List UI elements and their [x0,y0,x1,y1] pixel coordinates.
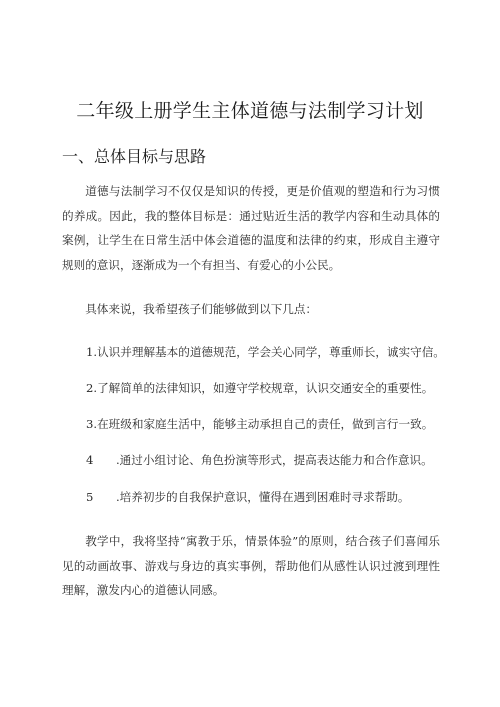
list-item-text: .通过小组讨论、角色扮演等形式，提高表达能力和合作意识。 [116,453,433,467]
list-item [86,487,410,507]
list-item [86,450,433,470]
list-item-text: .培养初步的自我保护意识，懂得在遇到困难时寻求帮助。 [116,490,410,504]
paragraph-teaching-approach: 教学中，我将坚持“寓教于乐，情景体验”的原则，结合孩子们喜闻乐见的动画故事、游戏与身边的真实事例，帮助他们从感性认识过渡到理性理解，激发内心的道德认同感。 [62,534,440,597]
list-item-text: .在班级和家庭生活中，能够主动承担自己的责任，做到言行一致。 [93,417,434,431]
list-item-text: .认识并理解基本的道德规范，学会关心同学，尊重师长，诚实守信。 [93,345,445,359]
list-item [86,378,433,398]
list-item-number: 4 [86,453,94,467]
section-heading: 一、总体目标与思路 [62,147,207,166]
document-title: 二年级上册学生主体道德与法制学习计划 [76,100,424,122]
list-item-number: 2 [86,381,94,395]
list-item [86,342,445,362]
paragraph-intro-list: 具体来说，我希望孩子们能够做到以下几点： [85,302,318,316]
list-item-number: 1 [86,345,94,359]
list-item-number: 5 [86,490,94,504]
list-item-number: 3 [86,417,94,431]
paragraph-goals: 道德与法制学习不仅仅是知识的传授，更是价值观的塑造和行为习惯的养成。因此，我的整体目标是：通过贴近生活的教学内容和生动具体的案例，让学生在日常生活中体会道德的温度和法律的约束，形成自主遵守规则的意识，逐渐成为一个有担当、有爱心的小公民。 [62,184,440,272]
list-item [86,414,433,434]
list-item-text: .了解简单的法律知识，如遵守学校规章，认识交通安全的重要性。 [93,381,434,395]
